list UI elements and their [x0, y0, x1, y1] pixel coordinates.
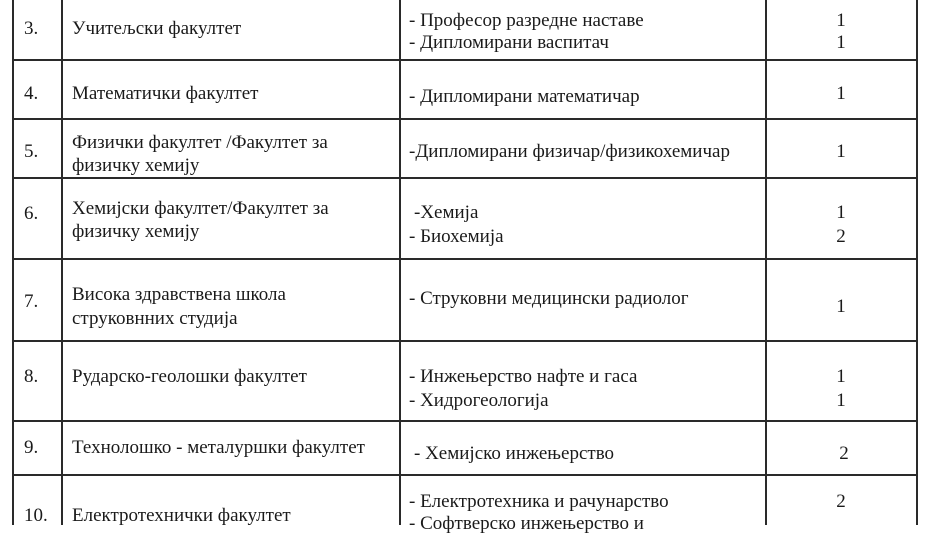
program-name: - Инжењерство нафте и гаса: [409, 366, 638, 387]
faculty-name: физичку хемију: [72, 221, 200, 242]
program-name: -Дипломирани физичар/физикохемичар: [409, 141, 730, 162]
program-name: - Дипломирани математичар: [409, 86, 640, 107]
faculty-name: Математички факултет: [72, 83, 259, 104]
program-name: - Струковни медицински радиолог: [409, 288, 689, 309]
faculty-name: Хемијски факултет/Факултет за: [72, 198, 329, 219]
program-count: 2: [836, 491, 846, 512]
program-count: 1: [836, 10, 846, 31]
row-number: 3.: [24, 18, 39, 39]
faculty-name: Учитељски факултет: [72, 18, 242, 39]
row-divider: [12, 340, 918, 342]
program-count: 1: [836, 390, 846, 411]
program-count: 2: [839, 443, 849, 464]
row-number: 5.: [24, 141, 39, 162]
faculty-name: струковнних студија: [72, 308, 238, 329]
row-divider: [12, 118, 918, 120]
program-name: - Професор разредне наставе: [409, 10, 644, 31]
table-border-right: [916, 0, 918, 525]
row-divider: [12, 474, 918, 476]
program-name: - Хидрогеологија: [409, 390, 549, 411]
program-count: 1: [836, 366, 846, 387]
program-count: 1: [836, 32, 846, 53]
row-divider: [12, 177, 918, 179]
faculty-name: Висока здравствена школа: [72, 284, 286, 305]
row-number: 4.: [24, 83, 39, 104]
program-name: - Хемијско инжењерство: [414, 443, 615, 464]
faculty-name: физичку хемију: [72, 155, 200, 176]
program-name: - Биохемија: [409, 226, 504, 247]
faculty-name: Рударско-геолошки факултет: [72, 366, 307, 387]
program-count: 1: [836, 202, 846, 223]
column-divider-2: [399, 0, 401, 525]
row-divider: [12, 258, 918, 260]
program-name: -Хемија: [414, 202, 479, 223]
column-divider-1: [61, 0, 63, 525]
row-number: 7.: [24, 291, 39, 312]
faculty-name: Електротехнички факултет: [72, 505, 291, 526]
row-number: 8.: [24, 366, 39, 387]
row-number: 6.: [24, 203, 39, 224]
faculty-name: Физички факултет /Факултет за: [72, 132, 328, 153]
table-border-left: [12, 0, 14, 525]
row-divider: [12, 59, 918, 61]
row-number: 9.: [24, 437, 39, 458]
program-count: 1: [836, 141, 846, 162]
program-count: 1: [836, 296, 846, 317]
program-count: 2: [836, 226, 846, 247]
program-count: 1: [836, 83, 846, 104]
column-divider-3: [765, 0, 767, 525]
row-number: 10.: [24, 505, 48, 526]
program-name: - Електротехника и рачунарство: [409, 491, 669, 512]
row-divider: [12, 420, 918, 422]
program-name: - Дипломирани васпитач: [409, 32, 609, 53]
program-name: - Софтверско инжењерство и: [409, 513, 644, 534]
faculty-name: Технолошко - металуршки факултет: [72, 437, 365, 458]
